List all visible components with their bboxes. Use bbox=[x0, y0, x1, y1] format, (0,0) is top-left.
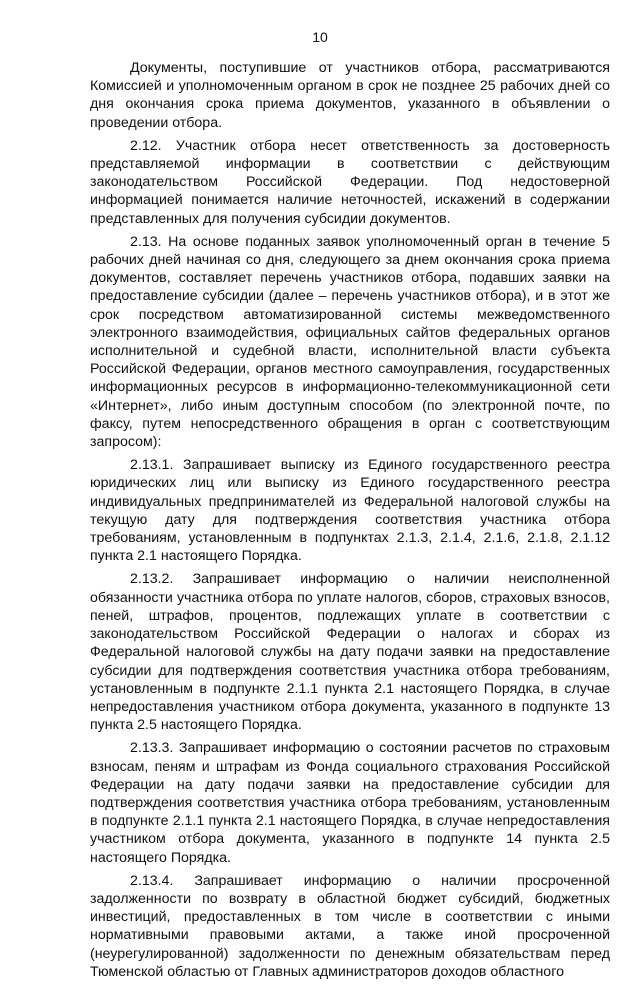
paragraph-2-13-3: 2.13.3. Запрашивает информацию о состоянии расчетов по страховым взносам, пеням и штрафам из Фонда социального страхования Российской Федерации на дату подачи заявки на предоставление субсидии для подтверждения соответствия участника отбора требованиям, установленным в подпункте 2.1.1 пункта 2.1 настоящего Порядка, в случае непредоставления участником отбора документа, указанного в подпункте 14 пункта 2.5 настоящего Порядка. bbox=[90, 740, 610, 866]
paragraph-2-13-2: 2.13.2. Запрашивает информацию о наличии неисполненной обязанности участника отбора по уплате налогов, сборов, страховых взносов, пеней, штрафов, процентов, подлежащих уплате в соответствии с законодательством Российской Федерации о налогах и сборах из Федеральной налоговой службы на дату подачи заявки на предоставление субсидии для подтверждения соответствия участника отбора требованиям, установленным в подпункте 2.1.1 пункта 2.1 настоящего Порядка, в случае непредоставления участником отбора документа, указанного в подпункте 13 пункта 2.5 настоящего Порядка. bbox=[90, 571, 610, 734]
document-body bbox=[90, 59, 610, 986]
paragraph-2-12: 2.12. Участник отбора несет ответственность за достоверность представляемой информации в соответствии с действующим законодательством Российской Федерации. Под недостоверной информацией понимается наличие неточностей, искажений в содержании представленных для получения субсидии документов. bbox=[90, 137, 610, 227]
paragraph-2-13-4: 2.13.4. Запрашивает информацию о наличии просроченной задолженности по возврату в областной бюджет субсидий, бюджетных инвестиций, предоставленных в том числе в соответствии с иными нормативными правовыми актами, а также иной просроченной (неурегулированной) задолженности по денежным обязательствам перед Тюменской областью от Главных администраторов доходов областного bbox=[90, 872, 610, 980]
paragraph-review-period: Документы, поступившие от участников отбора, рассматриваются Комиссией и уполномоченным органом в срок не позднее 25 рабочих дней со дня окончания срока приема документов, указанного в объявлении о проведении отбора. bbox=[90, 60, 610, 131]
page-number: 10 bbox=[312, 29, 328, 45]
paragraph-2-13-1: 2.13.1. Запрашивает выписку из Единого государственного реестра юридических лиц или выписку из Единого государственного реестра индивидуальных предпринимателей из Федеральной налоговой службы на текущую дату для подтверждения соответствия участника отбора требованиям, установленным в подпунктах 2.1.3, 2.1.4, 2.1.6, 2.1.8, 2.1.12 пункта 2.1 настоящего Порядка. bbox=[90, 457, 610, 565]
paragraph-2-13: 2.13. На основе поданных заявок уполномоченный орган в течение 5 рабочих дней начиная со дня, следующего за днем окончания срока приема документов, составляет перечень участников отбора, подавших заявки на предоставление субсидии (далее – перечень участников отбора), и в этот же срок посредством автоматизированной системы межведомственного электронного взаимодействия, официальных сайтов федеральных органов исполнительной и судебной власти, исполнительной власти субъекта Российской Федерации, органов местного самоуправления, государственных информационных ресурсов в информационно-телекоммуникационной сети «Интернет», либо иным доступным способом (по электронной почте, по факсу, путем непосредственного обращения в орган с соответствующим запросом): bbox=[90, 233, 610, 451]
